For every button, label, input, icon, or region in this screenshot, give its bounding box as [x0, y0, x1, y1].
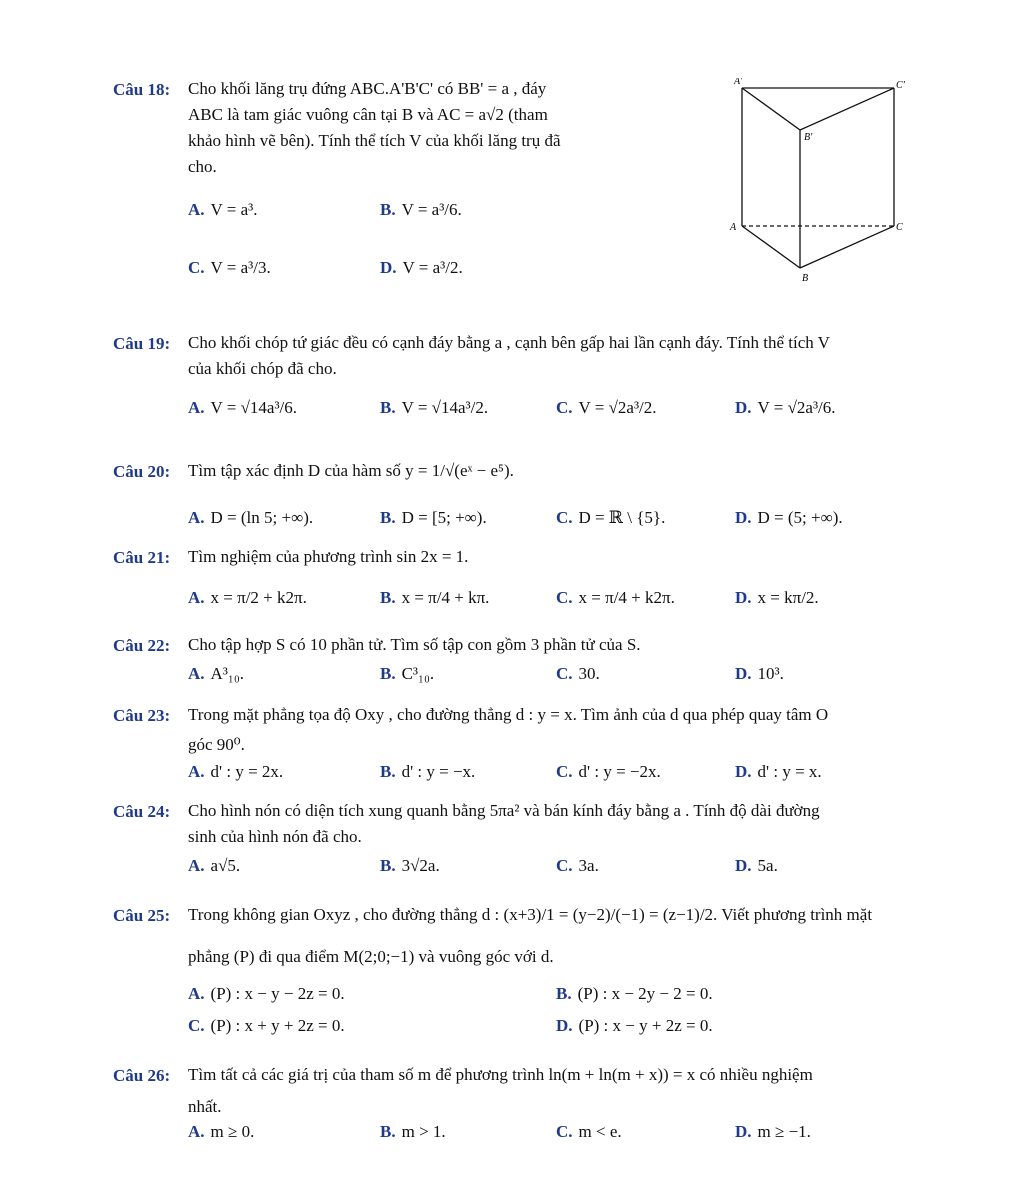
- option-b: B. (P) : x − 2y − 2 = 0.: [556, 984, 713, 1003]
- option-c: C. V = a³/3.: [188, 258, 271, 277]
- question-label: Câu 20:: [113, 462, 171, 481]
- option-d: D. 5a.: [735, 856, 778, 875]
- option-a: A. x = π/2 + k2π.: [188, 588, 307, 607]
- question-text-line: Trong không gian Oxyz , cho đường thẳng d : (x+3)/1 = (y−2)/(−1) = (z−1)/2. Viết phương trình mặt: [188, 905, 873, 924]
- question-label: Câu 18:: [113, 80, 171, 99]
- option-d: D. D = (5; +∞).: [735, 508, 843, 527]
- label-b: B: [802, 273, 809, 284]
- option-d: D. x = kπ/2.: [735, 588, 819, 607]
- option-b: B. m > 1.: [380, 1122, 446, 1141]
- question-text-line: cho.: [188, 157, 217, 176]
- question-text-line: Cho tập hợp S có 10 phần tử. Tìm số tập con gồm 3 phần tử của S.: [188, 635, 641, 654]
- label-b1: B': [804, 132, 813, 143]
- question-text-line: phẳng (P) đi qua điểm M(2;0;−1) và vuông góc với d.: [188, 947, 554, 966]
- option-c: C. m < e.: [556, 1122, 622, 1141]
- question-text-line: góc 90⁰.: [188, 735, 245, 754]
- label-a: A: [730, 222, 737, 233]
- question-label: Câu 24:: [113, 802, 171, 821]
- question-text-line: Cho khối lăng trụ đứng ABC.A'B'C' có BB' = a , đáy: [188, 79, 547, 98]
- option-c: C. (P) : x + y + 2z = 0.: [188, 1016, 345, 1035]
- option-a: A. A³₁₀.: [188, 664, 245, 683]
- question-text-line: Cho hình nón có diện tích xung quanh bằng 5πa² và bán kính đáy bằng a . Tính độ dài đường: [188, 801, 820, 820]
- option-d: D. V = √2a³/6.: [735, 398, 836, 417]
- question-text-line: Trong mặt phẳng tọa độ Oxy , cho đường thẳng d : y = x. Tìm ảnh của d qua phép quay tâm O: [188, 705, 829, 724]
- option-a: A. V = a³.: [188, 200, 258, 219]
- option-c: C. 30.: [556, 664, 600, 683]
- option-a: A. V = √14a³/6.: [188, 398, 298, 417]
- option-d: D. m ≥ −1.: [735, 1122, 811, 1141]
- option-b: B. D = [5; +∞).: [380, 508, 487, 527]
- question-label: Câu 22:: [113, 636, 171, 655]
- option-d: D. (P) : x − y + 2z = 0.: [556, 1016, 713, 1035]
- question-label: Câu 26:: [113, 1066, 171, 1085]
- question-text-line: Cho khối chóp tứ giác đều có cạnh đáy bằng a , cạnh bên gấp hai lần cạnh đáy. Tính thể tích V: [188, 333, 830, 352]
- option-c: C. d' : y = −2x.: [556, 762, 661, 781]
- question-text-line: khảo hình vẽ bên). Tính thể tích V của khối lăng trụ đã: [188, 131, 561, 150]
- question-text-line: Tìm tập xác định D của hàm số y = 1/√(eˣ − e⁵).: [188, 461, 514, 480]
- option-a: A. a√5.: [188, 856, 241, 875]
- label-c1: C': [896, 80, 905, 91]
- option-b: B. V = √14a³/2.: [380, 398, 489, 417]
- option-c: C. V = √2a³/2.: [556, 398, 657, 417]
- question-text-line: của khối chóp đã cho.: [188, 359, 337, 378]
- label-c: C: [896, 222, 903, 233]
- option-a: A. D = (ln 5; +∞).: [188, 508, 314, 527]
- option-a: A. d' : y = 2x.: [188, 762, 284, 781]
- question-label: Câu 25:: [113, 906, 171, 925]
- option-b: B. C³₁₀.: [380, 664, 435, 683]
- option-d: D. V = a³/2.: [380, 258, 463, 277]
- option-b: B. x = π/4 + kπ.: [380, 588, 490, 607]
- prism-figure: [728, 78, 908, 288]
- question-label: Câu 19:: [113, 334, 171, 353]
- option-b: B. d' : y = −x.: [380, 762, 476, 781]
- option-b: B. 3√2a.: [380, 856, 440, 875]
- option-b: B. V = a³/6.: [380, 200, 462, 219]
- option-c: C. 3a.: [556, 856, 599, 875]
- option-a: A. m ≥ 0.: [188, 1122, 255, 1141]
- question-text-line: Tìm nghiệm của phương trình sin 2x = 1.: [188, 547, 469, 566]
- option-d: D. d' : y = x.: [735, 762, 822, 781]
- option-a: A. (P) : x − y − 2z = 0.: [188, 984, 345, 1003]
- option-d: D. 10³.: [735, 664, 784, 683]
- option-c: C. x = π/4 + k2π.: [556, 588, 675, 607]
- question-text-line: ABC là tam giác vuông cân tại B và AC = a√2 (tham: [188, 105, 548, 124]
- question-label: Câu 21:: [113, 548, 171, 567]
- question-text-line: Tìm tất cả các giá trị của tham số m để phương trình ln(m + ln(m + x)) = x có nhiều nghiệm: [188, 1065, 813, 1084]
- option-c: C. D = ℝ \ {5}.: [556, 508, 666, 527]
- question-label: Câu 23:: [113, 706, 171, 725]
- question-text-line: sinh của hình nón đã cho.: [188, 827, 362, 846]
- question-text-line: nhất.: [188, 1097, 222, 1116]
- label-a1: A': [734, 78, 743, 87]
